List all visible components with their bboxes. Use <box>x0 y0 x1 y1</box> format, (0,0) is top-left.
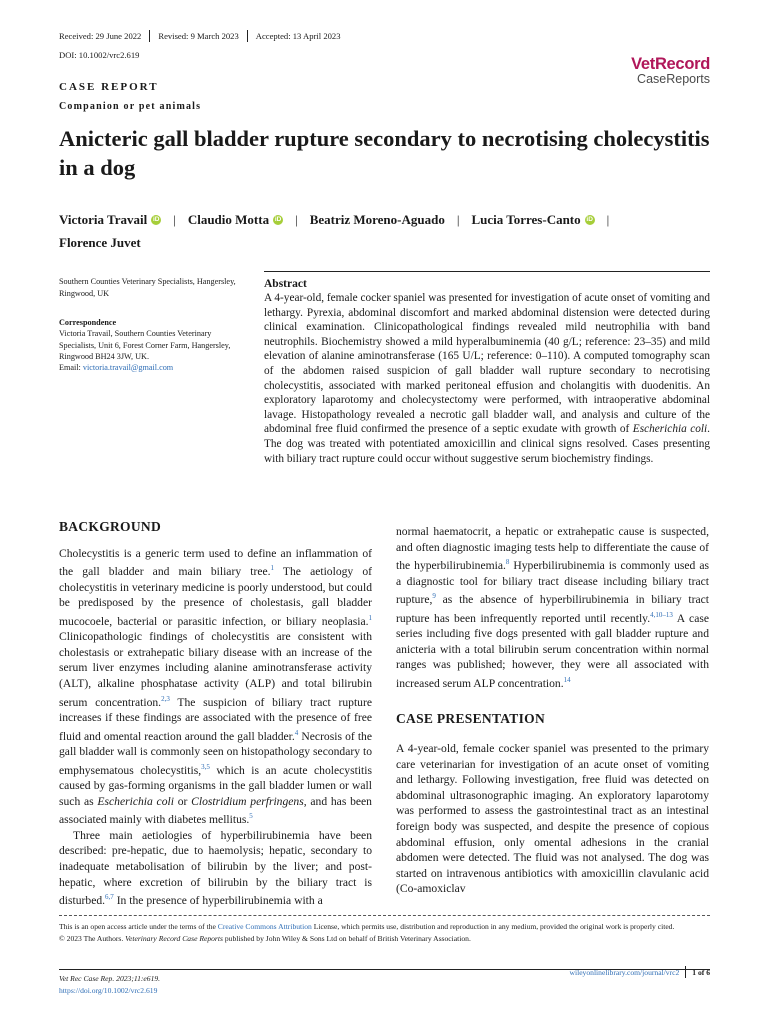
author[interactable]: Victoria Travail iD <box>59 212 160 227</box>
article-subtype: Companion or pet animals <box>59 101 202 112</box>
background-paragraph: Three main aetiologies of hyperbilirubinemia have been described: pre-hepatic, due to haemolysis; hepatic, secondary to inadequate metabolisation of bilirubin by the liver; and post-hepatic, where excretion of bilirubin by the biliary tract is disturbed.$^{6,7}$ In the presence of hyperbilirubinemia with a <box>59 828 372 908</box>
journal-logo-name: VetRecord <box>631 55 710 73</box>
abstract-heading: Abstract <box>264 278 307 290</box>
affiliation: Southern Counties Veterinary Specialists, Hangersley, Ringwood, UK <box>59 277 236 298</box>
ref-link[interactable]: 14 <box>563 675 571 684</box>
ref-link[interactable]: 2,3 <box>161 694 170 703</box>
publication-dates <box>59 30 341 42</box>
doi-header: DOI: 10.1002/vrc2.619 <box>59 50 140 60</box>
correspondence-text: Victoria Travail, Southern Counties Veterinary Specialists, Unit 6, Forest Corner Farm, Hangersley, Ringwood BH24 3JW, UK. <box>59 329 231 361</box>
ref-link[interactable]: 3,5 <box>201 762 210 771</box>
author[interactable]: Lucia Torres-Canto iD <box>471 212 593 227</box>
body-column-left <box>59 519 372 909</box>
correspondence: Correspondence Victoria Travail, Southern Counties Veterinary Specialists, Unit 6, Forest Corner Farm, Hangersley, Ringwood BH24 3JW, UK. Email: victoria.travail@gmail.com <box>59 317 249 373</box>
article-type: CASE REPORT <box>59 81 159 93</box>
ref-link[interactable]: 5 <box>249 812 253 821</box>
orcid-icon[interactable]: iD <box>586 215 593 223</box>
author[interactable]: Beatriz Moreno-Aguado <box>309 212 445 227</box>
case-presentation-paragraph: A 4-year-old, female cocker spaniel was presented to the primary care veterinarian for investigation of an acute onset of vomiting and lethargy. Following investigation, free fluid was detected on abdominal ultrasonographic imaging. An exploratory laparotomy was performed to assess the gastrointestinal tract as an intestinal foreign body was suspected, and despite the presence of copious abdominal effusion, only omental adhesions in the cranial abdomen were detected. The fluid was not analysed. The dog was started on intravenous antibiotics with amoxicillin clavulanic acid (Co-amoxiclav <box>396 741 709 896</box>
accepted-date: Accepted: 13 April 2023 <box>255 31 341 41</box>
ref-link[interactable]: 4 <box>294 728 299 737</box>
author-list: Victoria Travail iD | Claudio Motta iD | Beatriz Moreno-Aguado | Lucia Torres-Canto iD | Florence Juvet <box>59 208 719 254</box>
ref-link[interactable]: 1 <box>368 613 372 622</box>
footer-citation-block <box>59 973 160 997</box>
license-link[interactable]: Creative Commons Attribution <box>217 922 312 931</box>
orcid-icon[interactable]: iD <box>274 215 282 223</box>
journal-logo <box>631 56 710 86</box>
doi-link[interactable]: https://doi.org/10.1002/vrc2.619 <box>59 986 158 995</box>
journal-link[interactable]: wileyonlinelibrary.com/journal/vrc2 <box>569 967 680 977</box>
citation: Vet Rec Case Rep. 2023;11:e619. <box>59 974 161 983</box>
ref-link[interactable]: 6,7 <box>105 893 114 902</box>
abstract-text: A 4-year-old, female cocker spaniel was presented for investigation of acute onset of vomiting and lethargy. Pyrexia, abdominal discomfort and marked abdominal distension were detected during clinical examination. Clinicopathological findings revealed mild neutrophilia with band neutrophils. Biochemistry showed a mild hyperalbuminemia (40 g/L; reference: 23–35) and mild elevation of alanine aminotransferase (165 U/L; reference: 0–110). A computed tomography scan of the abdomen raised suspicion of gall bladder wall rupture secondary to necrotising cholecystitis, associated with marked peritoneal effusion and cholangitis with duodenitis. An exploratory laparotomy and cholecystectomy were performed, with intraoperative abdominal lavage. Histopathology revealed a necrotic gall bladder wall, and analysis and culture of the abdominal free fluid confirmed the presence of a septic exudate with growth of Escherichia coli. The dog was treated with potentiated amoxicillin and clinical signs resolved. Cases presenting with biliary tract rupture could occur without suggestive serum biochemistry findings. <box>264 292 710 465</box>
license-footnote: This is an open access article under the terms of the Creative Commons Attribution License, which permits use, distribution and reproduction in any medium, provided the original work is properly cited. © 2023 The Authors. Veterinary Record Case Reports published by John Wiley & Sons Ltd on behalf of British Veterinary Association. <box>59 922 675 943</box>
case-presentation-heading: CASE PRESENTATION <box>396 711 546 727</box>
article-title: Anicteric gall bladder rupture secondary to necrotising cholecystitis in a dog <box>59 126 710 180</box>
author[interactable]: Claudio Motta iD <box>187 212 282 227</box>
page-number: 1 of 6 <box>692 967 710 977</box>
ref-link[interactable]: 8 <box>505 558 510 567</box>
ref-link[interactable]: 9 <box>432 592 436 601</box>
background-paragraph: Cholecystitis is a generic term used to define an inflammation of the gall bladder and main biliary tree.$^1$ The aetiology of cholecystitis in veterinary medicine is poorly understood, but could be predisposed by the presence of cholestasis, gall bladder mucocoele, bacterial or parasitic infection, or biliary neoplasia.$^1$ Clinicopathologic findings of cholecystitis are consistent with cholestasis or extrahepatic biliary disease with an increase of the serum liver enzymes including alanine aminotransferase activity (ALT), alkaline phosphatase activity (ALP) and total bilirubin serum concentration.$^{2,3}$ The suspicion of biliary tract rupture increases if these findings are associated with the presence of free fluid and omental reaction around the gall bladder.$^4$ Necrosis of the gall bladder wall is commonly seen on histopathology secondary to emphysematous cholecystitis,$^{3,5}$ which is an acute cholecystitis caused by gas-forming organisms in the gall bladder lumen or wall such as Escherichia coli or Clostridium perfringens, and has been associated mainly with diabetes mellitus.$^5$ <box>59 546 372 827</box>
background-heading: BACKGROUND <box>59 519 162 534</box>
footnote-divider <box>59 915 710 916</box>
revised-date: Revised: 9 March 2023 <box>158 31 239 41</box>
orcid-icon[interactable]: iD <box>152 215 160 223</box>
received-date: Received: 29 June 2022 <box>59 31 142 41</box>
email-link[interactable]: victoria.travail@gmail.com <box>82 363 174 373</box>
footer-right <box>569 966 710 978</box>
background-paragraph: normal haematocrit, a hepatic or extrahepatic cause is suspected, and often diagnostic imaging tests help to differentiate the cause of the hyperbilirubinemia.$^8$ Hyperbilirubinemia is commonly used as a diagnostic tool for biliary tract disease including biliary tract rupture,$^9$ as the absence of hyperbilirubinemia in biliary tract rupture has been infrequently reported until recently.$^{4,10-13}$ A case series including five dogs presented with gall bladder rupture and anicteria with a total bilirubin serum concentration within normal ranges was published; however, they were all associated with increased serum ALP concentration.$^{14}$ <box>396 525 710 690</box>
body-column-right <box>396 524 709 897</box>
author[interactable]: Florence Juvet <box>59 235 141 250</box>
journal-logo-sub: CaseReports <box>637 72 710 86</box>
abstract <box>264 271 710 466</box>
ref-link[interactable]: 4,10–13 <box>650 610 673 619</box>
ref-link[interactable]: 1 <box>270 564 275 573</box>
correspondence-label: Correspondence <box>59 318 117 327</box>
